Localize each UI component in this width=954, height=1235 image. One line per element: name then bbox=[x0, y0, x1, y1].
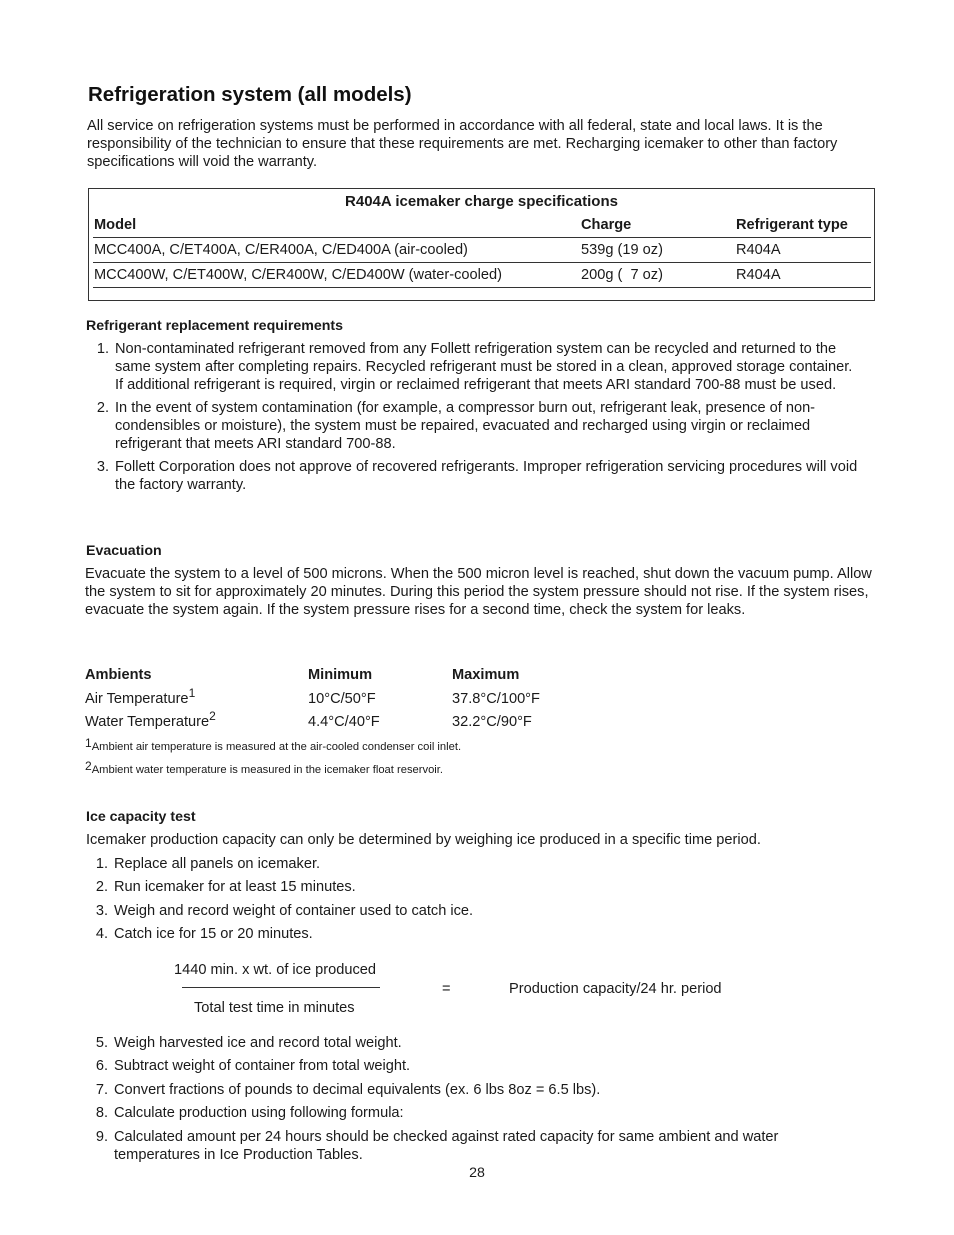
cell-charge: 200g ( 7 oz) bbox=[581, 267, 663, 283]
air-temperature-min: 10°C/50°F bbox=[308, 691, 376, 707]
footnote-mark: 2 bbox=[85, 759, 92, 773]
list-text: Convert fractions of pounds to decimal equivalents (ex. 6 lbs 8oz = 6.5 lbs). bbox=[114, 1081, 601, 1098]
replacement-list bbox=[87, 340, 862, 499]
air-temperature-max: 37.8°C/100°F bbox=[452, 691, 540, 707]
list-text: Follett Corporation does not approve of recovered refrigerants. Improper refrigeration servicing procedures will void the factory warranty. bbox=[115, 459, 858, 493]
footnote-1 bbox=[85, 738, 461, 756]
page-number: 28 bbox=[469, 1165, 485, 1181]
ice-test-steps bbox=[86, 855, 846, 949]
formula-result: Production capacity/24 hr. period bbox=[509, 981, 722, 997]
header-charge: Charge bbox=[581, 217, 632, 233]
footnote-mark: 1 bbox=[188, 686, 196, 700]
formula-numerator: 1440 min. x wt. of ice produced bbox=[174, 962, 376, 978]
list-text: Run icemaker for at least 15 minutes. bbox=[114, 879, 356, 896]
footnote-mark: 1 bbox=[85, 736, 92, 750]
header-refrigerant-type: Refrigerant type bbox=[736, 217, 848, 233]
list-item bbox=[86, 902, 846, 920]
maximum-header: Maximum bbox=[452, 667, 520, 683]
list-number: 3. bbox=[95, 902, 108, 919]
list-number: 6. bbox=[95, 1058, 108, 1075]
list-item bbox=[87, 399, 862, 453]
list-item bbox=[87, 458, 862, 494]
charge-spec-table bbox=[88, 188, 875, 301]
water-temperature-label bbox=[85, 709, 216, 731]
evacuation-paragraph: Evacuate the system to a level of 500 microns. When the 500 micron level is reached, shut down the vacuum pump. Allow the system to sit for approximately 20 minutes. During this period the system pressure should not rise. If the system rises, evacuate the system again. If the system pressure rises for a second time, check the system for leaks. bbox=[85, 566, 872, 618]
ice-test-heading: Ice capacity test bbox=[86, 809, 196, 825]
table-row bbox=[93, 238, 871, 263]
list-text: Replace all panels on icemaker. bbox=[114, 856, 321, 872]
list-number: 2. bbox=[96, 400, 109, 416]
footnote-text: Ambient water temperature is measured in the icemaker float reservoir. bbox=[91, 764, 444, 776]
list-number: 3. bbox=[96, 459, 109, 475]
formula-fraction-bar bbox=[182, 987, 380, 988]
list-text: Calculated amount per 24 hours should be checked against rated capacity for same ambient and water temperatures in Ice Production Tables. bbox=[114, 1128, 779, 1163]
list-item bbox=[86, 1057, 846, 1075]
list-text: Weigh and record weight of container used to catch ice. bbox=[114, 902, 474, 919]
row-label: Air Temperature bbox=[85, 691, 189, 707]
intro-paragraph: All service on refrigeration systems must be performed in accordance with all federal, state and local laws. It is the responsibility of the technician to ensure that these requirements are met. Recharging icemaker to other than factory specifications will void the warranty. bbox=[87, 118, 838, 170]
header-model: Model bbox=[94, 217, 137, 233]
list-number: 1. bbox=[96, 341, 109, 357]
row-label: Water Temperature bbox=[85, 714, 210, 730]
formula-equals: = bbox=[442, 981, 451, 997]
list-item bbox=[86, 1104, 846, 1122]
evacuation-heading: Evacuation bbox=[86, 543, 162, 559]
list-text: Catch ice for 15 or 20 minutes. bbox=[114, 926, 313, 943]
spec-table-title: R404A icemaker charge specifications bbox=[345, 193, 618, 210]
page-title: Refrigeration system (all models) bbox=[88, 83, 412, 106]
list-text: Subtract weight of container from total weight. bbox=[114, 1058, 411, 1075]
list-text: Non-contaminated refrigerant removed from any Follett refrigeration system can be recycled and returned to the same system after completing repairs. Recycled refrigerant must be stored in a clean, approved storage container. If additional refrigerant is required, virgin or reclaimed refrigerant that meets ARI standard 700-88 must be used. bbox=[115, 341, 853, 393]
footnote-2 bbox=[85, 761, 443, 779]
ice-test-steps-continued bbox=[86, 1034, 846, 1169]
list-item bbox=[86, 855, 846, 873]
list-item bbox=[86, 1081, 846, 1099]
list-number: 4. bbox=[95, 926, 108, 943]
air-temperature-label bbox=[85, 686, 196, 708]
list-number: 1. bbox=[95, 856, 108, 872]
cell-charge: 539g (19 oz) bbox=[581, 242, 663, 258]
list-text: In the event of system contamination (for example, a compressor burn out, refrigerant leak, presence of non-condensibles or moisture), the system must be repaired, evacuated and recharged using virgin or reclaimed refrigerant that meets ARI standard 700-88. bbox=[115, 400, 816, 452]
table-row bbox=[93, 263, 871, 288]
minimum-header: Minimum bbox=[308, 667, 373, 683]
footnote-mark: 2 bbox=[209, 709, 216, 723]
list-item bbox=[87, 340, 862, 394]
cell-model: MCC400W, C/ET400W, C/ER400W, C/ED400W (water-cooled) bbox=[94, 267, 502, 283]
ambients-header: Ambients bbox=[85, 667, 152, 683]
list-item bbox=[86, 1034, 846, 1052]
formula-denominator: Total test time in minutes bbox=[194, 1000, 355, 1016]
list-text: Weigh harvested ice and record total weight. bbox=[114, 1035, 402, 1051]
list-item bbox=[86, 1128, 846, 1164]
list-text: Calculate production using following formula: bbox=[114, 1105, 404, 1122]
footnote-text: Ambient air temperature is measured at the air-cooled condenser coil inlet. bbox=[91, 741, 462, 753]
list-number: 5. bbox=[95, 1035, 108, 1051]
replacement-heading: Refrigerant replacement requirements bbox=[86, 318, 344, 334]
spec-table-header-row bbox=[93, 213, 871, 238]
list-number: 2. bbox=[95, 879, 108, 896]
list-number: 7. bbox=[95, 1081, 108, 1098]
list-number: 9. bbox=[95, 1128, 108, 1145]
water-temperature-min: 4.4°C/40°F bbox=[308, 714, 380, 730]
cell-model: MCC400A, C/ET400A, C/ER400A, C/ED400A (air-cooled) bbox=[94, 242, 468, 258]
cell-refrigerant-type: R404A bbox=[736, 267, 781, 283]
ice-test-intro: Icemaker production capacity can only be determined by weighing ice produced in a specific time period. bbox=[86, 832, 761, 848]
list-item bbox=[86, 925, 846, 943]
list-item bbox=[86, 878, 846, 896]
water-temperature-max: 32.2°C/90°F bbox=[452, 714, 532, 730]
cell-refrigerant-type: R404A bbox=[736, 242, 781, 258]
list-number: 8. bbox=[95, 1105, 108, 1122]
